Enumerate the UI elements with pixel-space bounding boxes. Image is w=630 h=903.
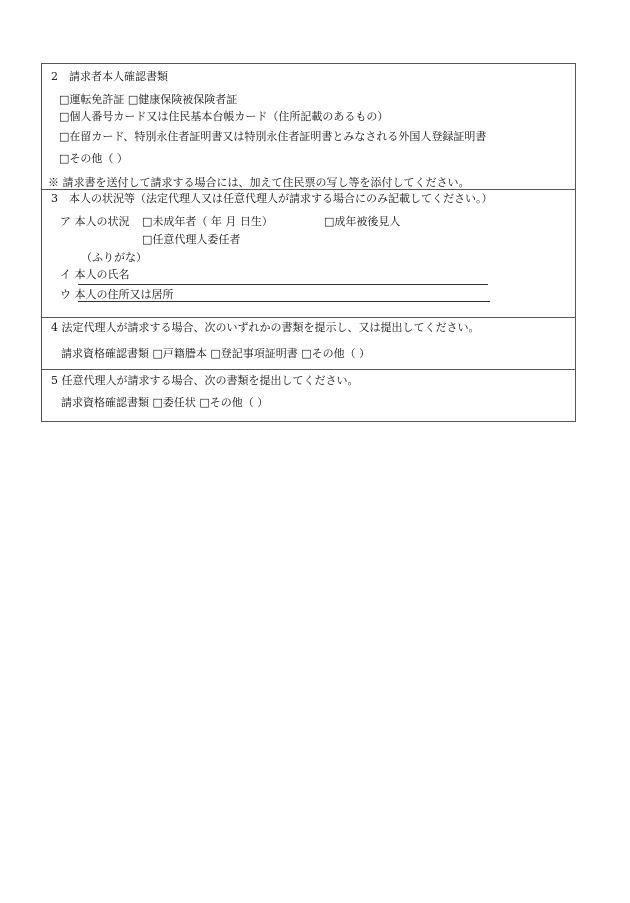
status-label: ア 本人の状況 bbox=[60, 215, 130, 228]
name-field-line bbox=[78, 284, 488, 285]
option-minor: □未成年者（ 年 月 日生） bbox=[142, 215, 273, 228]
divider bbox=[42, 317, 575, 318]
section2-row1: □運転免許証 □健康保険被保険者証 bbox=[59, 93, 238, 106]
section2-row3: □在留カード、特別永住者証明書又は特別永住者証明書とみなされる外国人登録証明書 bbox=[59, 130, 487, 143]
section4-heading: 4 法定代理人が請求する場合、次のいずれかの書類を提示し、又は提出してください。 bbox=[51, 321, 480, 334]
address-label: ウ 本人の住所又は居所 bbox=[60, 288, 174, 301]
section5-docs: 請求資格確認書類 □委任状 □その他（ ） bbox=[61, 396, 269, 409]
name-label: イ 本人の氏名 bbox=[60, 268, 130, 281]
section3-heading: 3 本人の状況等（法定代理人又は任意代理人が請求する場合にのみ記載してください。） bbox=[51, 192, 493, 205]
section2-heading: 2 請求者本人確認書類 bbox=[51, 70, 168, 83]
option-principal: □任意代理人委任者 bbox=[142, 233, 241, 246]
request-form bbox=[41, 63, 576, 422]
section4-docs: 請求資格確認書類 □戸籍謄本 □登記事項証明書 □その他（ ） bbox=[61, 347, 371, 360]
section2-row2: □個人番号カード又は住民基本台帳カード（住所記載のあるもの） bbox=[59, 110, 389, 123]
section2-note: ※ 請求書を送付して請求する場合には、加えて住民票の写し等を添付してください。 bbox=[48, 176, 470, 189]
address-field-line bbox=[78, 301, 490, 302]
divider bbox=[42, 369, 575, 370]
option-adult-ward: □成年被後見人 bbox=[324, 215, 401, 228]
section5-heading: 5 任意代理人が請求する場合、次の書類を提出してください。 bbox=[51, 374, 359, 387]
divider bbox=[42, 189, 575, 190]
furigana-label: （ふりがな） bbox=[81, 251, 147, 264]
section2-row4: □その他（ ） bbox=[59, 152, 128, 165]
